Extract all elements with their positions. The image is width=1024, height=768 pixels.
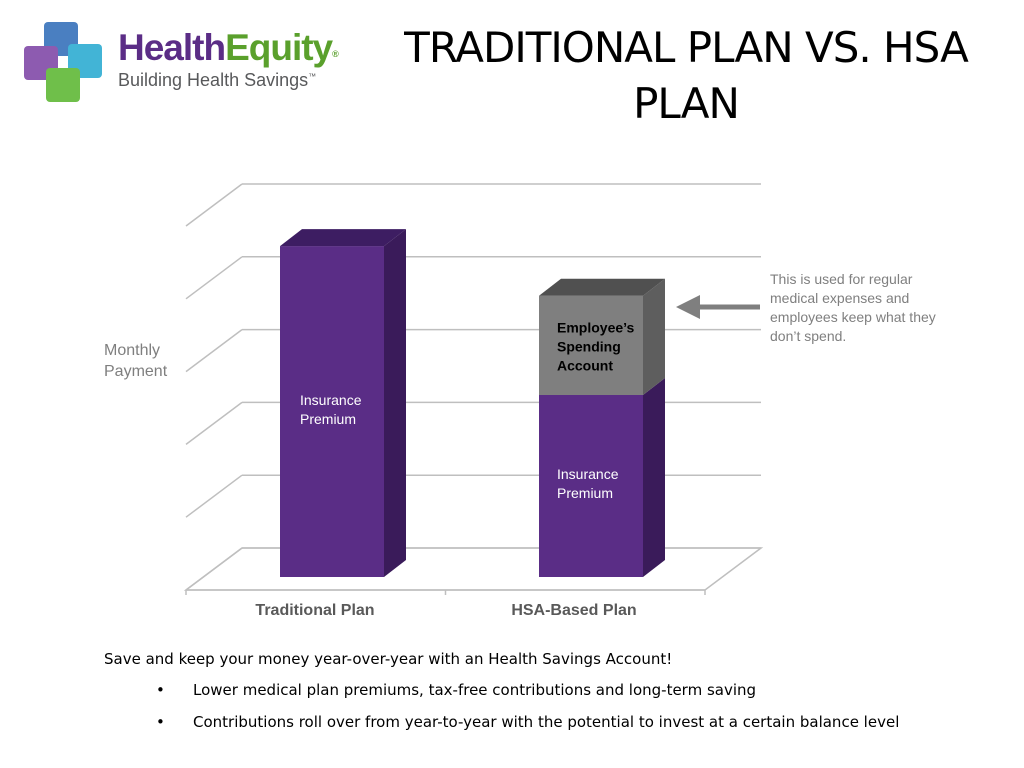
gridline-side: [186, 330, 242, 372]
bar-segment-side: [643, 279, 665, 395]
bullet-marker: •: [156, 713, 165, 731]
slide-title: TRADITIONAL PLAN VS. HSA PLAN: [404, 23, 968, 128]
gridline-side: [186, 402, 242, 444]
bullet-list: [104, 680, 1004, 732]
category-label: Traditional Plan: [255, 602, 375, 619]
bar-segment-side: [643, 378, 665, 577]
y-axis-label: Monthly Payment: [104, 342, 168, 380]
gridline-side: [186, 184, 242, 226]
bullet-marker: •: [156, 681, 165, 699]
bar-top-face: [539, 279, 665, 296]
bullet-text: Lower medical plan premiums, tax-free contributions and long-term saving: [193, 681, 757, 699]
bottom-text: [104, 650, 1004, 744]
chart-floor: [186, 548, 761, 590]
bullet-text: Contributions roll over from year-to-year with the potential to invest at a certain balance level: [193, 713, 900, 731]
bar-label-hsa-spending: Employee’s Spending Account: [557, 319, 635, 374]
logo-trademark: ™: [308, 72, 317, 81]
gridline-side: [186, 475, 242, 517]
bullet-item: [104, 712, 1004, 732]
lead-sentence: Save and keep your money year-over-year with an Health Savings Account!: [104, 650, 673, 668]
category-label: HSA-Based Plan: [511, 602, 637, 619]
annotation-text: This is used for regular medical expenses and employees keep what they don’t spend.: [770, 271, 936, 344]
bullet-item: [104, 680, 1004, 700]
logo-registered-mark: ®: [332, 49, 338, 59]
bar-label-hsa-premium: Insurance Premium: [557, 466, 619, 501]
annotation-arrow-icon: [676, 295, 700, 319]
logo-name-part2: Equity: [225, 27, 333, 68]
bar-segment-side: [384, 229, 406, 577]
bar-label-traditional-premium: Insurance Premium: [300, 391, 362, 427]
logo-tagline-text: Building Health Savings: [118, 70, 309, 90]
logo-name-part1: Health: [118, 27, 226, 68]
bar-top-face: [280, 229, 406, 246]
gridline-side: [186, 257, 242, 299]
